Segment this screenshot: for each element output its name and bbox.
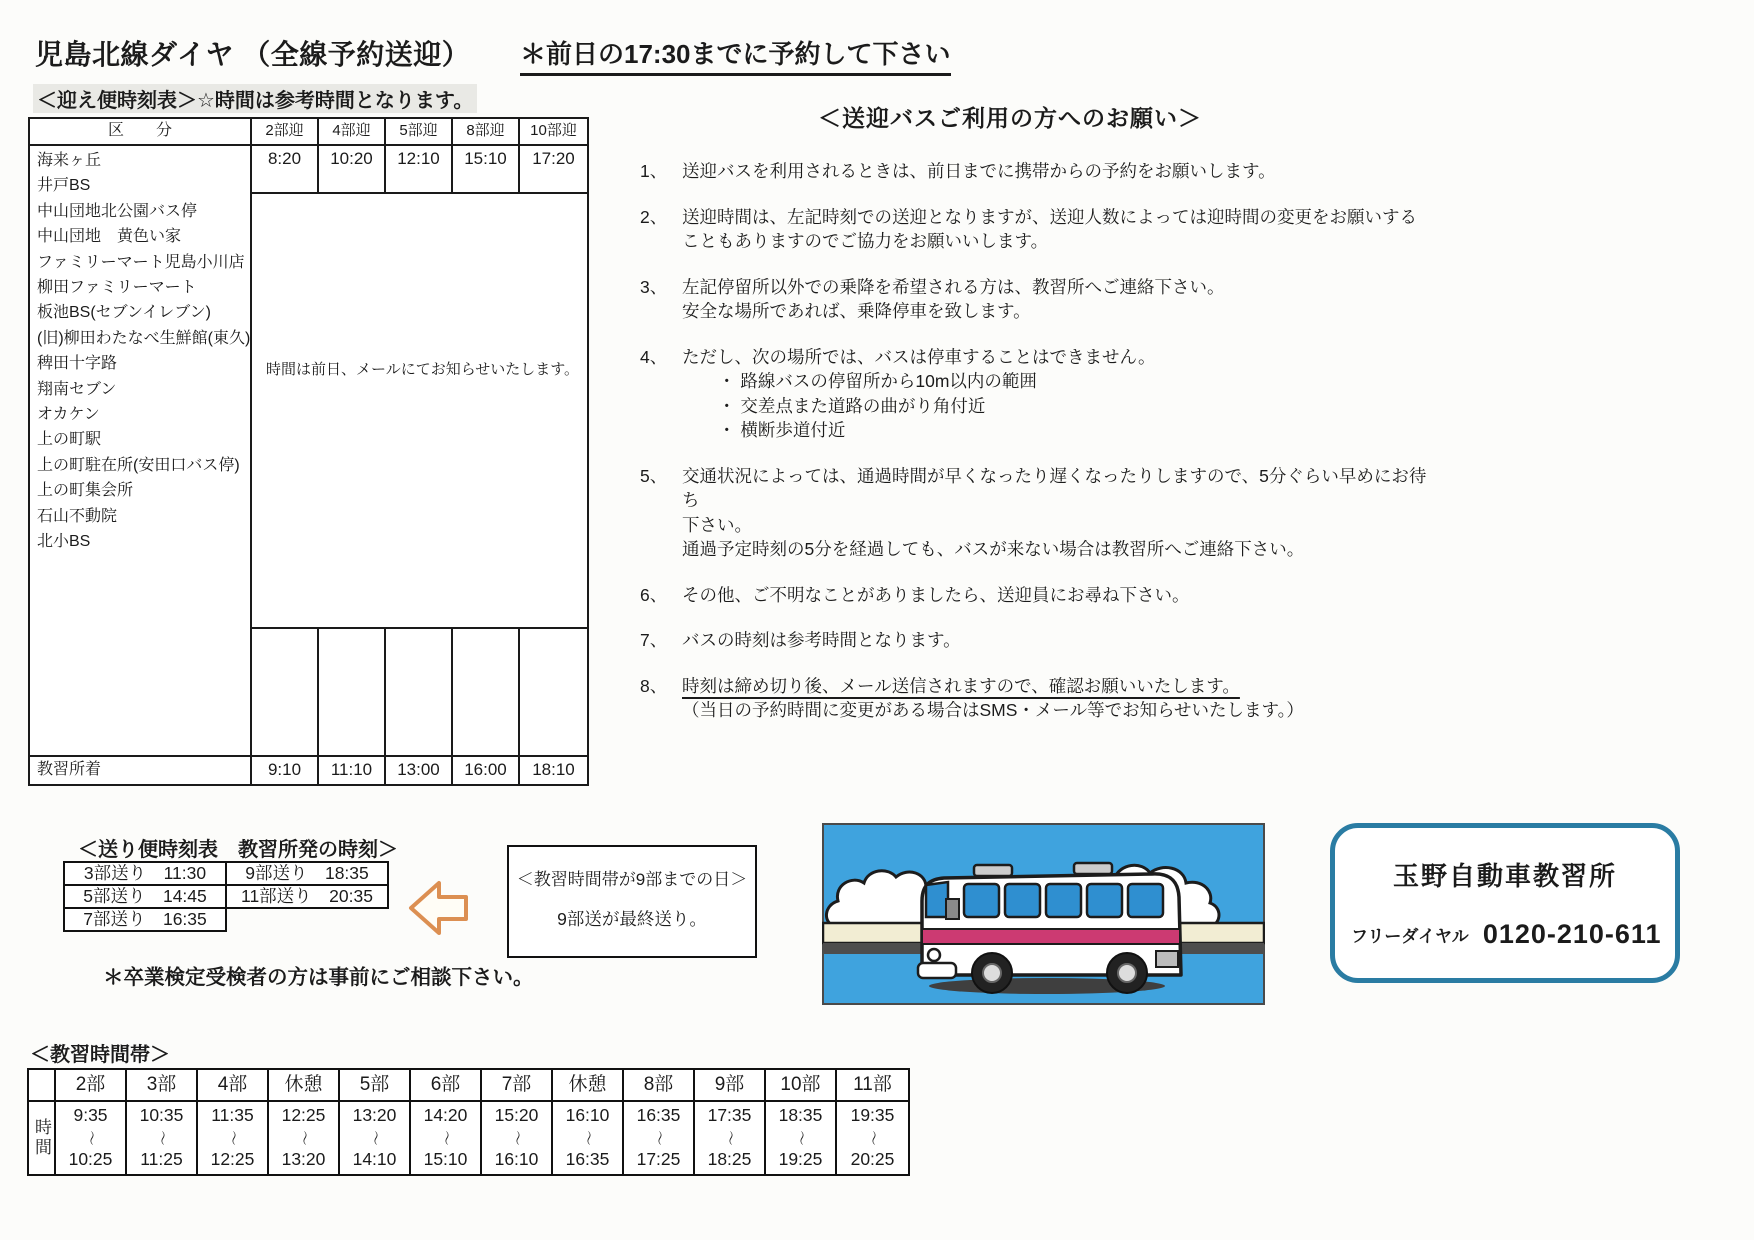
tilde-separator: 〜 — [295, 1129, 313, 1146]
pickup-column-header: 2部迎 — [252, 119, 319, 144]
period-end-time: 18:25 — [707, 1149, 752, 1169]
notice-item: 5、 交通状況によっては、通過時間が早くなったり遅くなったりしますので、5分ぐらい早めにお待ち 下さい。 通過予定時刻の5分を経過しても、バスが来ない場合は教習所へご連絡下さい。 — [640, 465, 1427, 559]
pickup-empty-cell — [520, 629, 587, 755]
note-box-line1: ＜教習時間帯が9部までの日＞ — [516, 870, 748, 889]
bus-roof-vent — [974, 865, 1012, 876]
period-end-time: 16:10 — [494, 1149, 539, 1169]
period-times — [198, 1102, 267, 1174]
lesson-schedule-table — [27, 1068, 910, 1176]
school-name: 玉野自動車教習所 — [1392, 861, 1617, 891]
bus-rear-detail — [1156, 951, 1178, 967]
bus-window — [964, 884, 999, 917]
bus-windshield — [926, 882, 948, 917]
pickup-stop-list — [30, 146, 252, 755]
period-end-time: 17:25 — [636, 1149, 681, 1169]
schedule-period-column — [56, 1070, 127, 1174]
left-arrow-icon — [408, 876, 470, 940]
period-label: 9部 — [695, 1070, 764, 1102]
phone-row — [1335, 919, 1675, 950]
schedule-period-column — [624, 1070, 695, 1174]
bus-wheel-hub — [983, 964, 1001, 982]
arrival-time-cell: 11:10 — [319, 757, 386, 784]
schedule-period-column — [837, 1070, 908, 1174]
period-times — [269, 1102, 338, 1174]
bus-roof-vent — [1074, 863, 1112, 874]
phone-label: フリーダイヤル — [1351, 927, 1469, 946]
period-end-time: 10:25 — [68, 1149, 113, 1169]
tilde-separator: 〜 — [792, 1129, 810, 1146]
period-start-time: 15:20 — [494, 1105, 539, 1125]
period-end-time: 14:10 — [352, 1149, 397, 1169]
dropoff-timetable — [63, 861, 389, 932]
period-label: 11部 — [837, 1070, 908, 1102]
tilde-separator: 〜 — [437, 1129, 455, 1146]
period-start-time: 9:35 — [73, 1105, 108, 1125]
bus-mirror — [946, 899, 959, 919]
phone-number: 0120-210-611 — [1482, 919, 1662, 949]
notice-item: 8、 時刻は締め切り後、メール送信されますので、確認お願いいたします。 （当日の予約時間に変更がある場合はSMS・メール等でお知らせいたします。） — [640, 675, 1304, 720]
arrival-time-cell: 9:10 — [252, 757, 319, 784]
period-start-time: 12:25 — [281, 1105, 326, 1125]
reservation-deadline-note: ＊前日の17:30までに予約して下さい — [520, 34, 951, 76]
period-end-time: 13:20 — [281, 1149, 326, 1169]
pickup-body — [30, 146, 587, 755]
period-label: 10部 — [766, 1070, 835, 1102]
pickup-empty-cell — [386, 629, 453, 755]
dropoff-table-title: ＜送り便時刻表 教習所発の時刻＞ — [78, 839, 398, 861]
period-times — [766, 1102, 835, 1174]
arrival-times — [252, 757, 587, 784]
arrival-time-cell: 18:10 — [532, 760, 575, 779]
pickup-arrival-row — [30, 755, 587, 784]
dropoff-cell: 3部送り 11:30 — [63, 861, 227, 886]
pickup-stop-name: (旧)柳田わたなべ生鮮館(東久) — [37, 329, 251, 347]
pickup-stop-name: 翔南セブン — [37, 380, 117, 398]
period-start-time: 19:35 — [850, 1105, 895, 1125]
schedule-row-label: 時間 — [32, 1118, 51, 1158]
pickup-table-subtitle: ＜迎え便時刻表＞☆時間は参考時間となります。 — [33, 84, 477, 113]
period-end-time: 15:10 — [423, 1149, 468, 1169]
pickup-column-header: 8部迎 — [453, 119, 520, 144]
period-label: 休憩 — [269, 1070, 338, 1102]
tilde-separator: 〜 — [508, 1129, 526, 1146]
schedule-period-column — [482, 1070, 553, 1174]
dropoff-cell: 11部送り 20:35 — [225, 884, 389, 909]
tilde-separator: 〜 — [153, 1129, 171, 1146]
pickup-column-header: 10部迎 — [530, 122, 577, 139]
period-start-time: 16:10 — [565, 1105, 610, 1125]
period-times — [482, 1102, 551, 1174]
period-start-time: 17:35 — [707, 1105, 752, 1125]
pickup-empty-cell — [252, 629, 319, 755]
period-start-time: 16:35 — [636, 1105, 681, 1125]
notice-item: 3、 左記停留所以外での乗降を希望される方は、教習所へご連絡下さい。 安全な場所であれば、乗降停車を致します。 — [640, 276, 1225, 321]
pickup-stop-name: 北小BS — [37, 533, 91, 551]
note-box-line2: 9部送が最終送り。 — [557, 909, 707, 929]
bus-window — [1046, 884, 1081, 917]
tilde-separator: 〜 — [82, 1129, 100, 1146]
pickup-empty-cells — [252, 627, 587, 755]
period-start-time: 13:20 — [352, 1105, 397, 1125]
dropoff-row — [63, 886, 389, 909]
schedule-period-column — [411, 1070, 482, 1174]
period-start-time: 11:35 — [211, 1105, 254, 1125]
period-times — [411, 1102, 480, 1174]
period-times — [340, 1102, 409, 1174]
period-end-time: 11:25 — [140, 1149, 183, 1169]
notice-item: 1、 送迎バスを利用されるときは、前日までに携帯からの予約をお願いします。 — [640, 161, 1276, 181]
schedule-period-column — [553, 1070, 624, 1174]
pickup-stop-name: 中山団地北公園バス停 — [37, 202, 198, 220]
tilde-separator: 〜 — [366, 1129, 384, 1146]
rider-notice-section — [640, 100, 1440, 744]
bus-window — [1128, 884, 1163, 917]
pickup-column-header: 5部迎 — [386, 119, 453, 144]
period-times — [553, 1102, 622, 1174]
pickup-column-headers — [252, 119, 587, 144]
period-start-time: 18:35 — [778, 1105, 823, 1125]
notice-bullet: ・ 交差点また道路の曲がり角付近 — [718, 395, 986, 416]
bus-illustration — [822, 823, 1265, 1005]
dropoff-cell: 5部送り 14:45 — [63, 884, 227, 909]
pickup-stop-name: 上の町駅 — [37, 431, 102, 449]
dropoff-cell: 7部送り 16:35 — [63, 907, 227, 932]
arrival-time-cell: 13:00 — [386, 757, 453, 784]
schedule-period-column — [695, 1070, 766, 1174]
schedule-label-column — [29, 1070, 56, 1174]
notice-item: 7、 バスの時刻は参考時間となります。 — [640, 630, 961, 650]
period-end-time: 12:25 — [210, 1149, 255, 1169]
pickup-header-row — [30, 119, 587, 146]
period-label: 5部 — [340, 1070, 409, 1102]
period-label: 休憩 — [553, 1070, 622, 1102]
schedule-period-column — [269, 1070, 340, 1174]
schedule-period-column — [340, 1070, 411, 1174]
pickup-column-header: 4部迎 — [319, 119, 386, 144]
bus-window — [1087, 884, 1122, 917]
notice-title: ＜送迎バスご利用の方へのお願い＞ — [818, 105, 1202, 131]
pickup-empty-cell — [453, 629, 520, 755]
schedule-period-column — [766, 1070, 837, 1174]
pickup-merged-note: 時間は前日、メールにてお知らせいたします。 — [266, 361, 580, 378]
period-times — [695, 1102, 764, 1174]
pickup-stop-name: 海来ヶ丘 — [37, 152, 102, 169]
period-start-time: 10:35 — [139, 1105, 184, 1125]
tilde-separator: 〜 — [864, 1129, 882, 1146]
pickup-empty-cell — [319, 629, 386, 755]
pickup-stop-name: 上の町集会所 — [37, 482, 134, 500]
pickup-time-cell: 17:20 — [520, 146, 587, 194]
schedule-table-title: ＜教習時間帯＞ — [30, 1044, 170, 1066]
schedule-corner-cell — [29, 1070, 54, 1102]
period-label: 6部 — [411, 1070, 480, 1102]
pickup-time-cell: 10:20 — [319, 146, 386, 194]
pickup-stop-name: 柳田ファミリーマート — [37, 279, 197, 297]
period-start-time: 14:20 — [423, 1105, 468, 1125]
schedule-period-columns — [56, 1070, 908, 1174]
pickup-stop-name: 井戸BS — [37, 177, 91, 195]
page-title: 児島北線ダイヤ （全線予約送迎） — [35, 39, 471, 70]
period-label: 7部 — [482, 1070, 551, 1102]
pickup-stop-name: 中山団地 黄色い家 — [37, 228, 182, 246]
notice-item: 2、 送迎時間は、左記時刻での送迎となりますが、送迎人数によっては迎時間の変更をお願いする こともありますのでご協力をお願いいします。 — [640, 206, 1417, 251]
period-end-time: 20:25 — [850, 1149, 895, 1169]
last-dropoff-note-box — [507, 845, 757, 958]
pickup-stop-name: 上の町駐在所(安田口バス停) — [37, 456, 240, 474]
bus-headlight — [928, 949, 940, 961]
bus-bumper — [918, 963, 956, 978]
schedule-period-column — [198, 1070, 269, 1174]
pickup-first-stop-times — [252, 146, 587, 194]
period-times — [127, 1102, 196, 1174]
graduation-exam-note: ＊卒業検定受検者の方は事前にご相談下さい。 — [103, 966, 534, 989]
tilde-separator: 〜 — [650, 1129, 668, 1146]
pickup-stop-name: 板池BS(セブンイレブン) — [37, 304, 211, 322]
tilde-separator: 〜 — [579, 1129, 597, 1146]
school-contact-box — [1330, 823, 1680, 983]
pickup-time-cell: 15:10 — [453, 146, 520, 194]
notice-item: 4、 ただし、次の場所では、バスは停車することはできません。 ・ 路線バスの停留所から10m以内の範囲 ・ 交差点また道路の曲がり角付近 ・ 横断歩道付近 — [640, 345, 1440, 443]
notice-bullet: ・ 路線バスの停留所から10m以内の範囲 — [718, 371, 1037, 391]
pickup-times-area — [252, 146, 587, 755]
pickup-timetable — [28, 117, 589, 786]
period-times — [837, 1102, 908, 1174]
tilde-separator: 〜 — [721, 1129, 739, 1146]
arrival-row-label: 教習所着 — [30, 757, 252, 784]
pickup-stop-name: ファミリーマート児島小川店 — [37, 253, 245, 271]
period-times — [56, 1102, 125, 1174]
bus-stripe — [922, 929, 1180, 944]
notice-underlined-line: 時刻は締め切り後、メール送信されますので、確認お願いいたします。 — [682, 675, 1240, 696]
pickup-corner-header: 区 分 — [30, 119, 252, 144]
period-label: 3部 — [127, 1070, 196, 1102]
period-times — [624, 1102, 693, 1174]
pickup-time-cell: 12:10 — [386, 146, 453, 194]
period-label: 8部 — [624, 1070, 693, 1102]
pickup-stop-name: 稗田十字路 — [37, 355, 118, 373]
period-label: 2部 — [56, 1070, 125, 1102]
dropoff-cell: 9部送り 18:35 — [225, 861, 389, 886]
period-end-time: 19:25 — [778, 1149, 823, 1169]
dropoff-row — [63, 909, 389, 932]
pickup-stop-name: オカケン — [37, 406, 100, 424]
period-end-time: 16:35 — [565, 1149, 610, 1169]
period-label: 4部 — [198, 1070, 267, 1102]
arrival-time-cell: 16:00 — [453, 757, 520, 784]
schedule-period-column — [127, 1070, 198, 1174]
dropoff-row — [63, 861, 389, 886]
bus-wheel-hub — [1118, 964, 1136, 982]
notice-bullet: ・ 横断歩道付近 — [718, 420, 846, 440]
pickup-stop-name: 石山不動院 — [37, 507, 118, 525]
tilde-separator: 〜 — [224, 1129, 242, 1146]
notice-item: 6、 その他、ご不明なことがありましたら、送迎員にお尋ね下さい。 — [640, 584, 1190, 605]
bus-window — [1005, 884, 1040, 917]
pickup-time-cell: 8:20 — [252, 146, 319, 194]
